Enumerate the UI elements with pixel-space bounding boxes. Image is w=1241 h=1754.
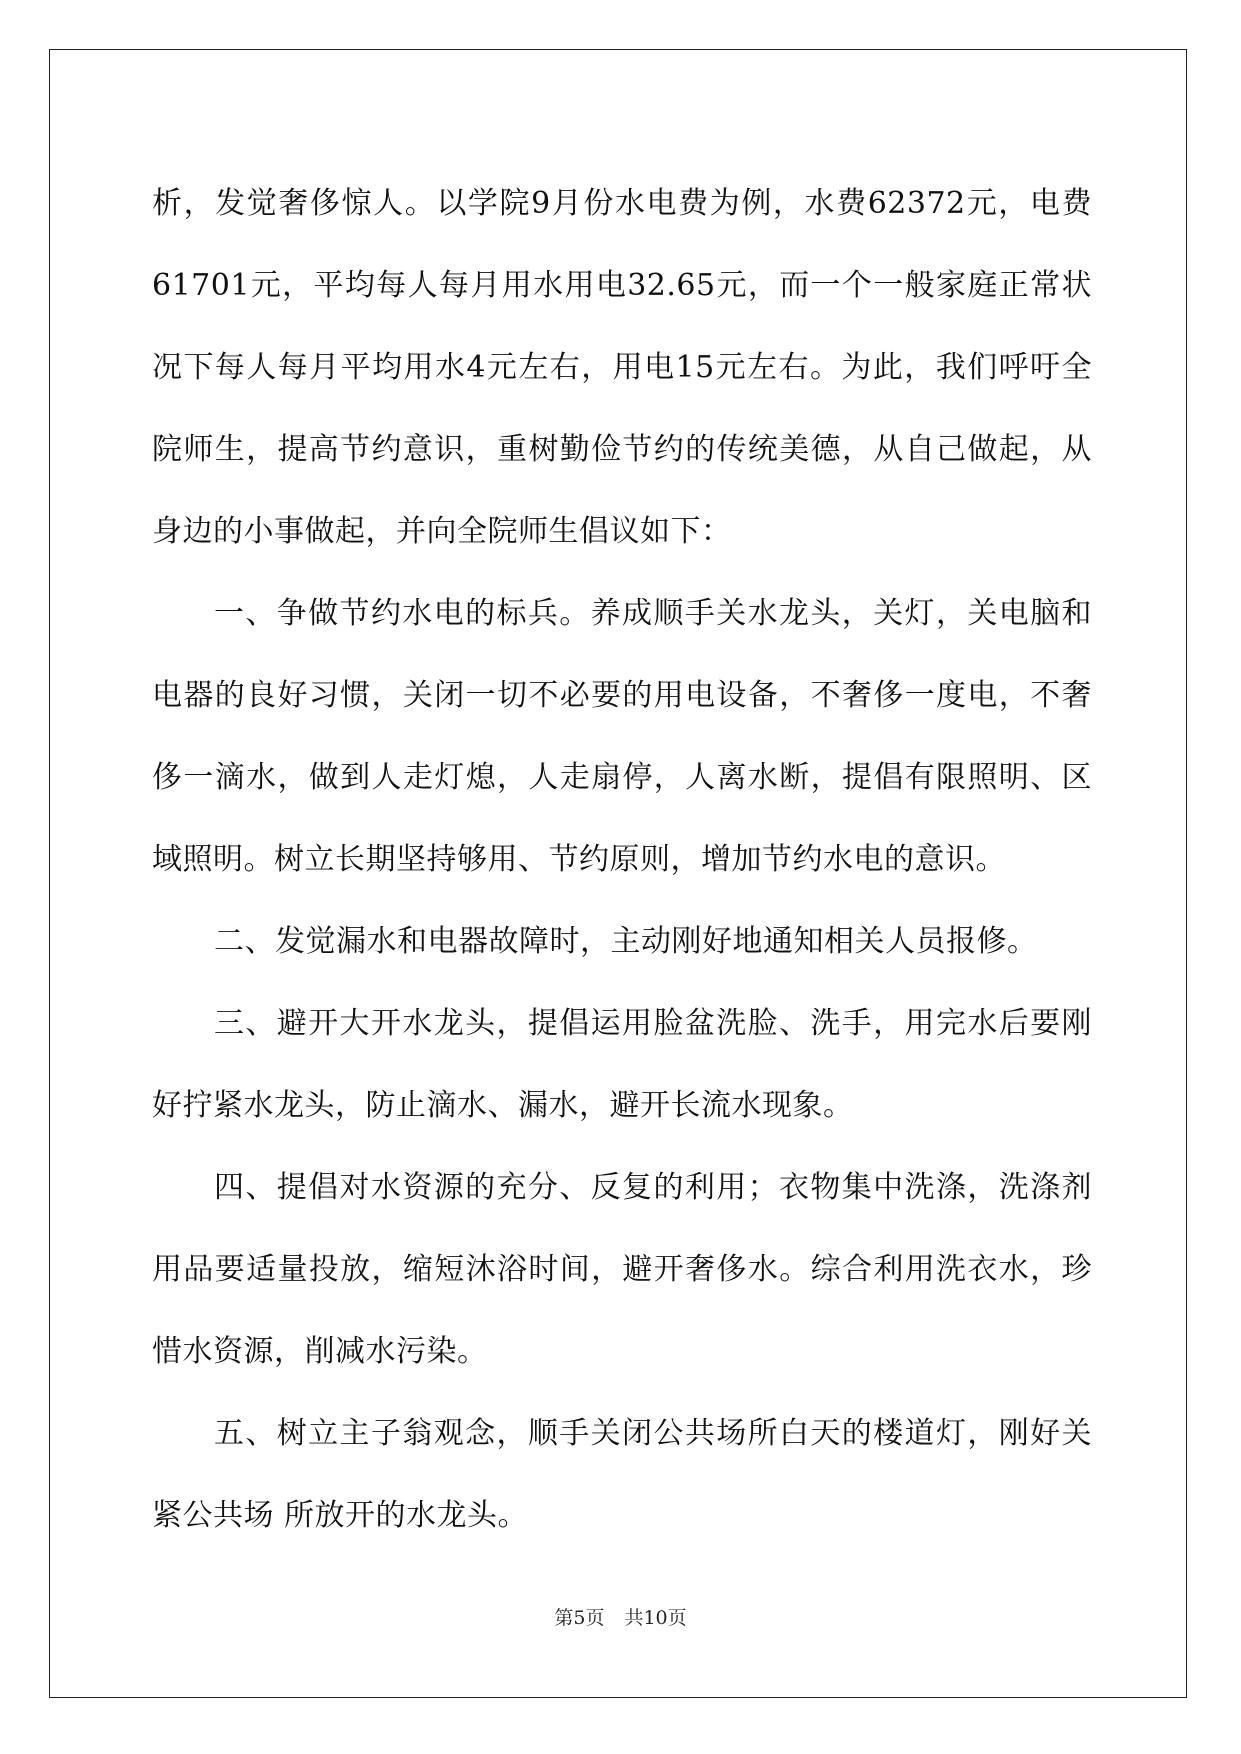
paragraph: 三、避开大开水龙头，提倡运用脸盆洗脸、洗手，用完水后要刚好拧紧水龙头，防止滴水、漏水，避开长流水现象。: [152, 1006, 1092, 1123]
page-total: 共10页: [624, 1607, 687, 1629]
paragraph: 一、争做节约水电的标兵。养成顺手关水龙头，关灯，关电脑和电器的良好习惯，关闭一切不必要的用电设备，不奢侈一度电，不奢侈一滴水，做到人走灯熄，人走扇停，人离水断，提倡有限照明、区域照明。树立长期坚持够用、节约原则，增加节约水电的意识。: [152, 596, 1092, 877]
document-body: [152, 163, 1092, 1557]
page-number: 第5页: [554, 1607, 605, 1629]
paragraph: 五、树立主子翁观念，顺手关闭公共场所白天的楼道灯，刚好关紧公共场 所放开的水龙头。: [152, 1416, 1092, 1533]
paragraph: 析，发觉奢侈惊人。以学院9月份水电费为例，水费62372元，电费61701元，平均每人每月用水用电32.65元，而一个一般家庭正常状况下每人每月平均用水4元左右，用电15元左右。为此，我们呼吁全院师生，提高节约意识，重树勤俭节约的传统美德，从自己做起，从身边的小事做起，并向全院师生倡议如下：: [152, 186, 1092, 549]
page-footer: [0, 1603, 1241, 1630]
paragraph: 二、发觉漏水和电器故障时，主动刚好地通知相关人员报修。: [214, 924, 1038, 959]
paragraph: 四、提倡对水资源的充分、反复的利用；衣物集中洗涤，洗涤剂用品要适量投放，缩短沐浴时间，避开奢侈水。综合利用洗衣水，珍惜水资源，削减水污染。: [152, 1170, 1092, 1369]
